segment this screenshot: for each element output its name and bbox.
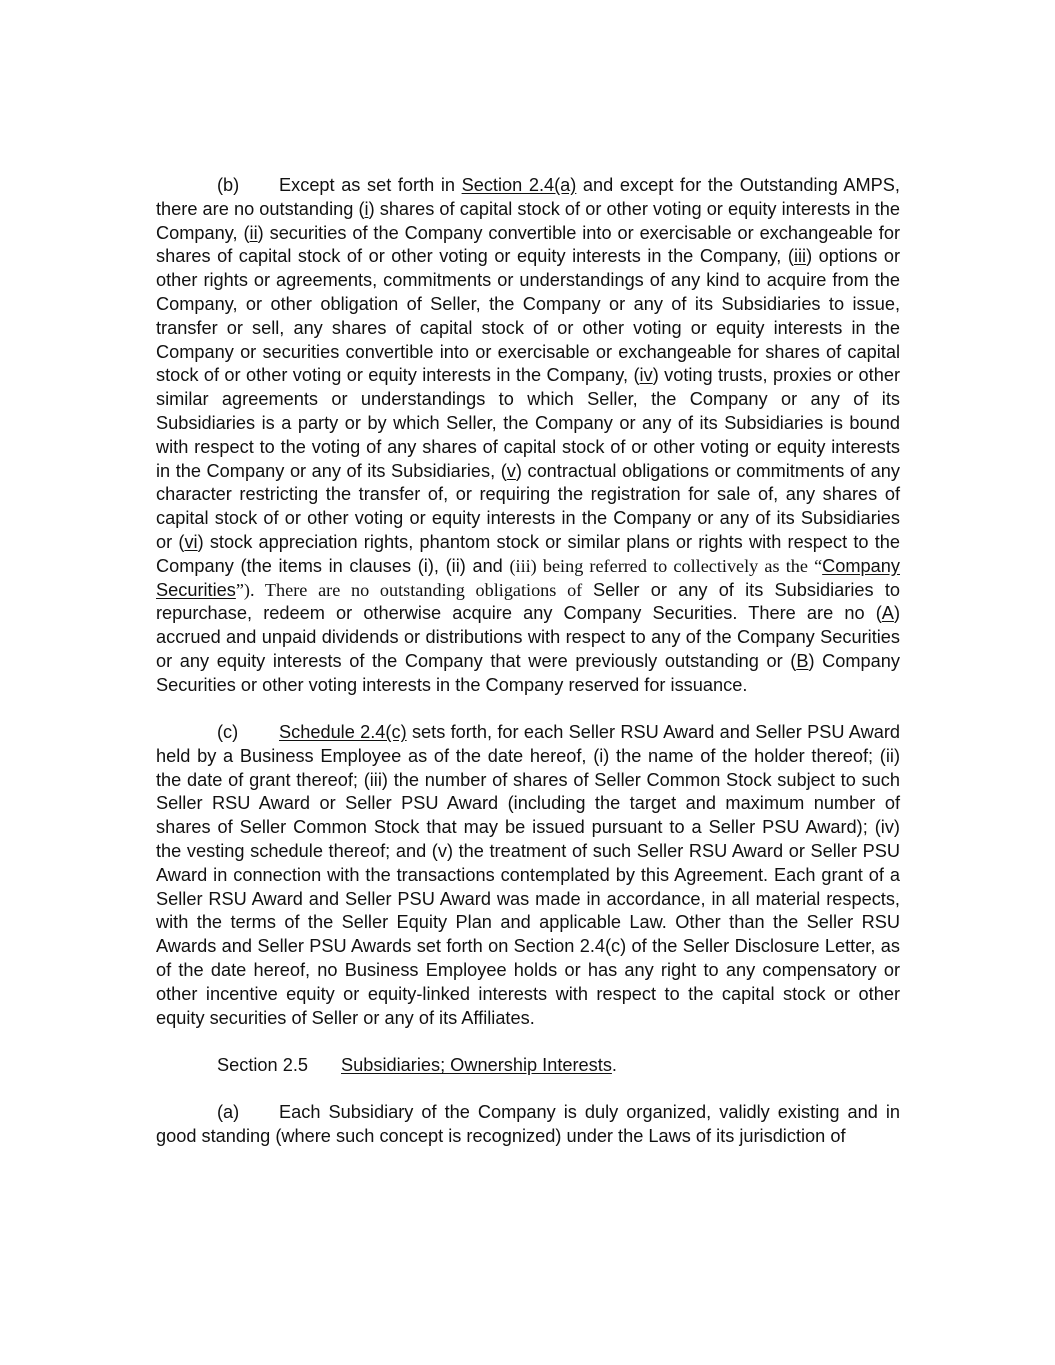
text-segment: Each Subsidiary of the Company is duly organized, validly existing and in good standing (where such concept is recognized) under the Laws of its jurisdiction of bbox=[156, 1102, 900, 1146]
section-reference: Section 2.4(a) bbox=[461, 175, 577, 195]
clause-number: i bbox=[364, 198, 369, 219]
text-segment: sets forth, for each Seller RSU Award and Seller PSU Award held by a Business Employee as of the date hereof, (i) the name of the holder thereof; (ii) the date of grant thereof; (iii) the number of shares of Seller Common Stock subject to such Seller RSU Award or Seller PSU Award (including the target and maximum number of shares of Seller Common Stock that may be issued pursuant to a Seller PSU Award); (iv) the vesting schedule thereof; and (v) the treatment of such Seller RSU Award or Seller PSU Award in connection with the transactions contemplated by this Agreement. Each grant of a Seller RSU Award and Seller PSU Award was made in accordance, in all material respects, with the terms of the Seller Equity Plan and applicable Law. Other than the Seller RSU Awards and Seller PSU Awards set forth on Section 2.4(c) of the Seller Disclosure Letter, as of the date hereof, no Business Employee holds or has any right to any compensatory or other incentive equity or equity-linked interests with respect to the capital stock or other equity securities of Seller or any of its Affiliates. bbox=[156, 722, 900, 1028]
section-number: Section 2.5 bbox=[217, 1054, 308, 1075]
text-segment: and except for the Outstanding AMPS, there are no outstanding ( bbox=[156, 175, 900, 219]
clause-number: vi bbox=[184, 531, 198, 552]
text-segment: ) voting trusts, proxies or other similar agreements or understandings to which Seller, the Company or any of its Subsidiaries is a party or by which Seller, the Company or any of its Subsidiaries is bound with respect to the voting of any shares of capital stock of or other voting or equity interests in the Company or any of its Subsidiaries, ( bbox=[156, 365, 900, 481]
section-title: Subsidiaries; Ownership Interests bbox=[341, 1054, 612, 1075]
text-segment: ) options or other rights or agreements, commitments or understandings of any kind to acquire from the Company, or other obligation of Seller, the Company or any of its Subsidiaries to issue, transfer or sell, any shares of capital stock of or other voting or equity interests in the Company or securities convertible into or exercisable or exchangeable for shares of capital stock of or other voting or equity interests in the Company, ( bbox=[156, 246, 901, 386]
text-segment: Except as set forth in bbox=[279, 175, 462, 195]
clause-number: iv bbox=[639, 365, 653, 386]
text-segment: ) accrued and unpaid dividends or distributions with respect to any of the Company Securities or any equity interests of the Company that were previously outstanding or ( bbox=[156, 603, 900, 671]
text-segment: ) shares of capital stock of or other voting or equity interests in the Company, ( bbox=[156, 198, 900, 243]
paragraph-c bbox=[156, 721, 900, 1030]
text-segment: (iii) being referred to collectively as the “ bbox=[509, 555, 823, 576]
paragraph-marker-a: (a) bbox=[217, 1102, 240, 1123]
paragraph-b bbox=[156, 174, 900, 698]
schedule-reference: Schedule 2.4(c) bbox=[279, 722, 407, 743]
clause-letter: B bbox=[796, 650, 809, 671]
document-page bbox=[156, 174, 900, 1172]
paragraph-marker-b: (b) bbox=[217, 175, 240, 195]
clause-number: iii bbox=[793, 246, 807, 267]
text-segment: ) Company Securities or other voting interests in the Company reserved for issuance. bbox=[156, 650, 900, 695]
text-segment: Seller or any of its Subsidiaries to repurchase, redeem or otherwise acquire any Company Securities. There are no ( bbox=[156, 579, 900, 624]
clause-number: ii bbox=[249, 222, 258, 243]
paragraph-marker-c: (c) bbox=[217, 722, 239, 743]
clause-letter: A bbox=[881, 603, 894, 624]
section-title-period: . bbox=[611, 1054, 617, 1075]
defined-term: Company Securities bbox=[156, 555, 900, 600]
text-segment: ) contractual obligations or commitments of any character restricting the transfer of, or requiring the registration for sale of, any shares of capital stock of or other voting or equity interests in the Company or any of its Subsidiaries or ( bbox=[156, 460, 900, 552]
section-heading bbox=[156, 1054, 900, 1078]
text-segment: ) stock appreciation rights, phantom stock or similar plans or rights with respect to the Company (the items in clauses (i), (ii) and bbox=[156, 531, 900, 576]
text-segment: ) securities of the Company convertible into or exercisable or exchangeable for shares of capital stock of or other voting or equity interests in the Company, ( bbox=[156, 222, 901, 267]
clause-number: v bbox=[506, 460, 516, 481]
text-segment: ”). There are no outstanding obligations of bbox=[235, 579, 593, 600]
paragraph-a bbox=[156, 1101, 900, 1149]
